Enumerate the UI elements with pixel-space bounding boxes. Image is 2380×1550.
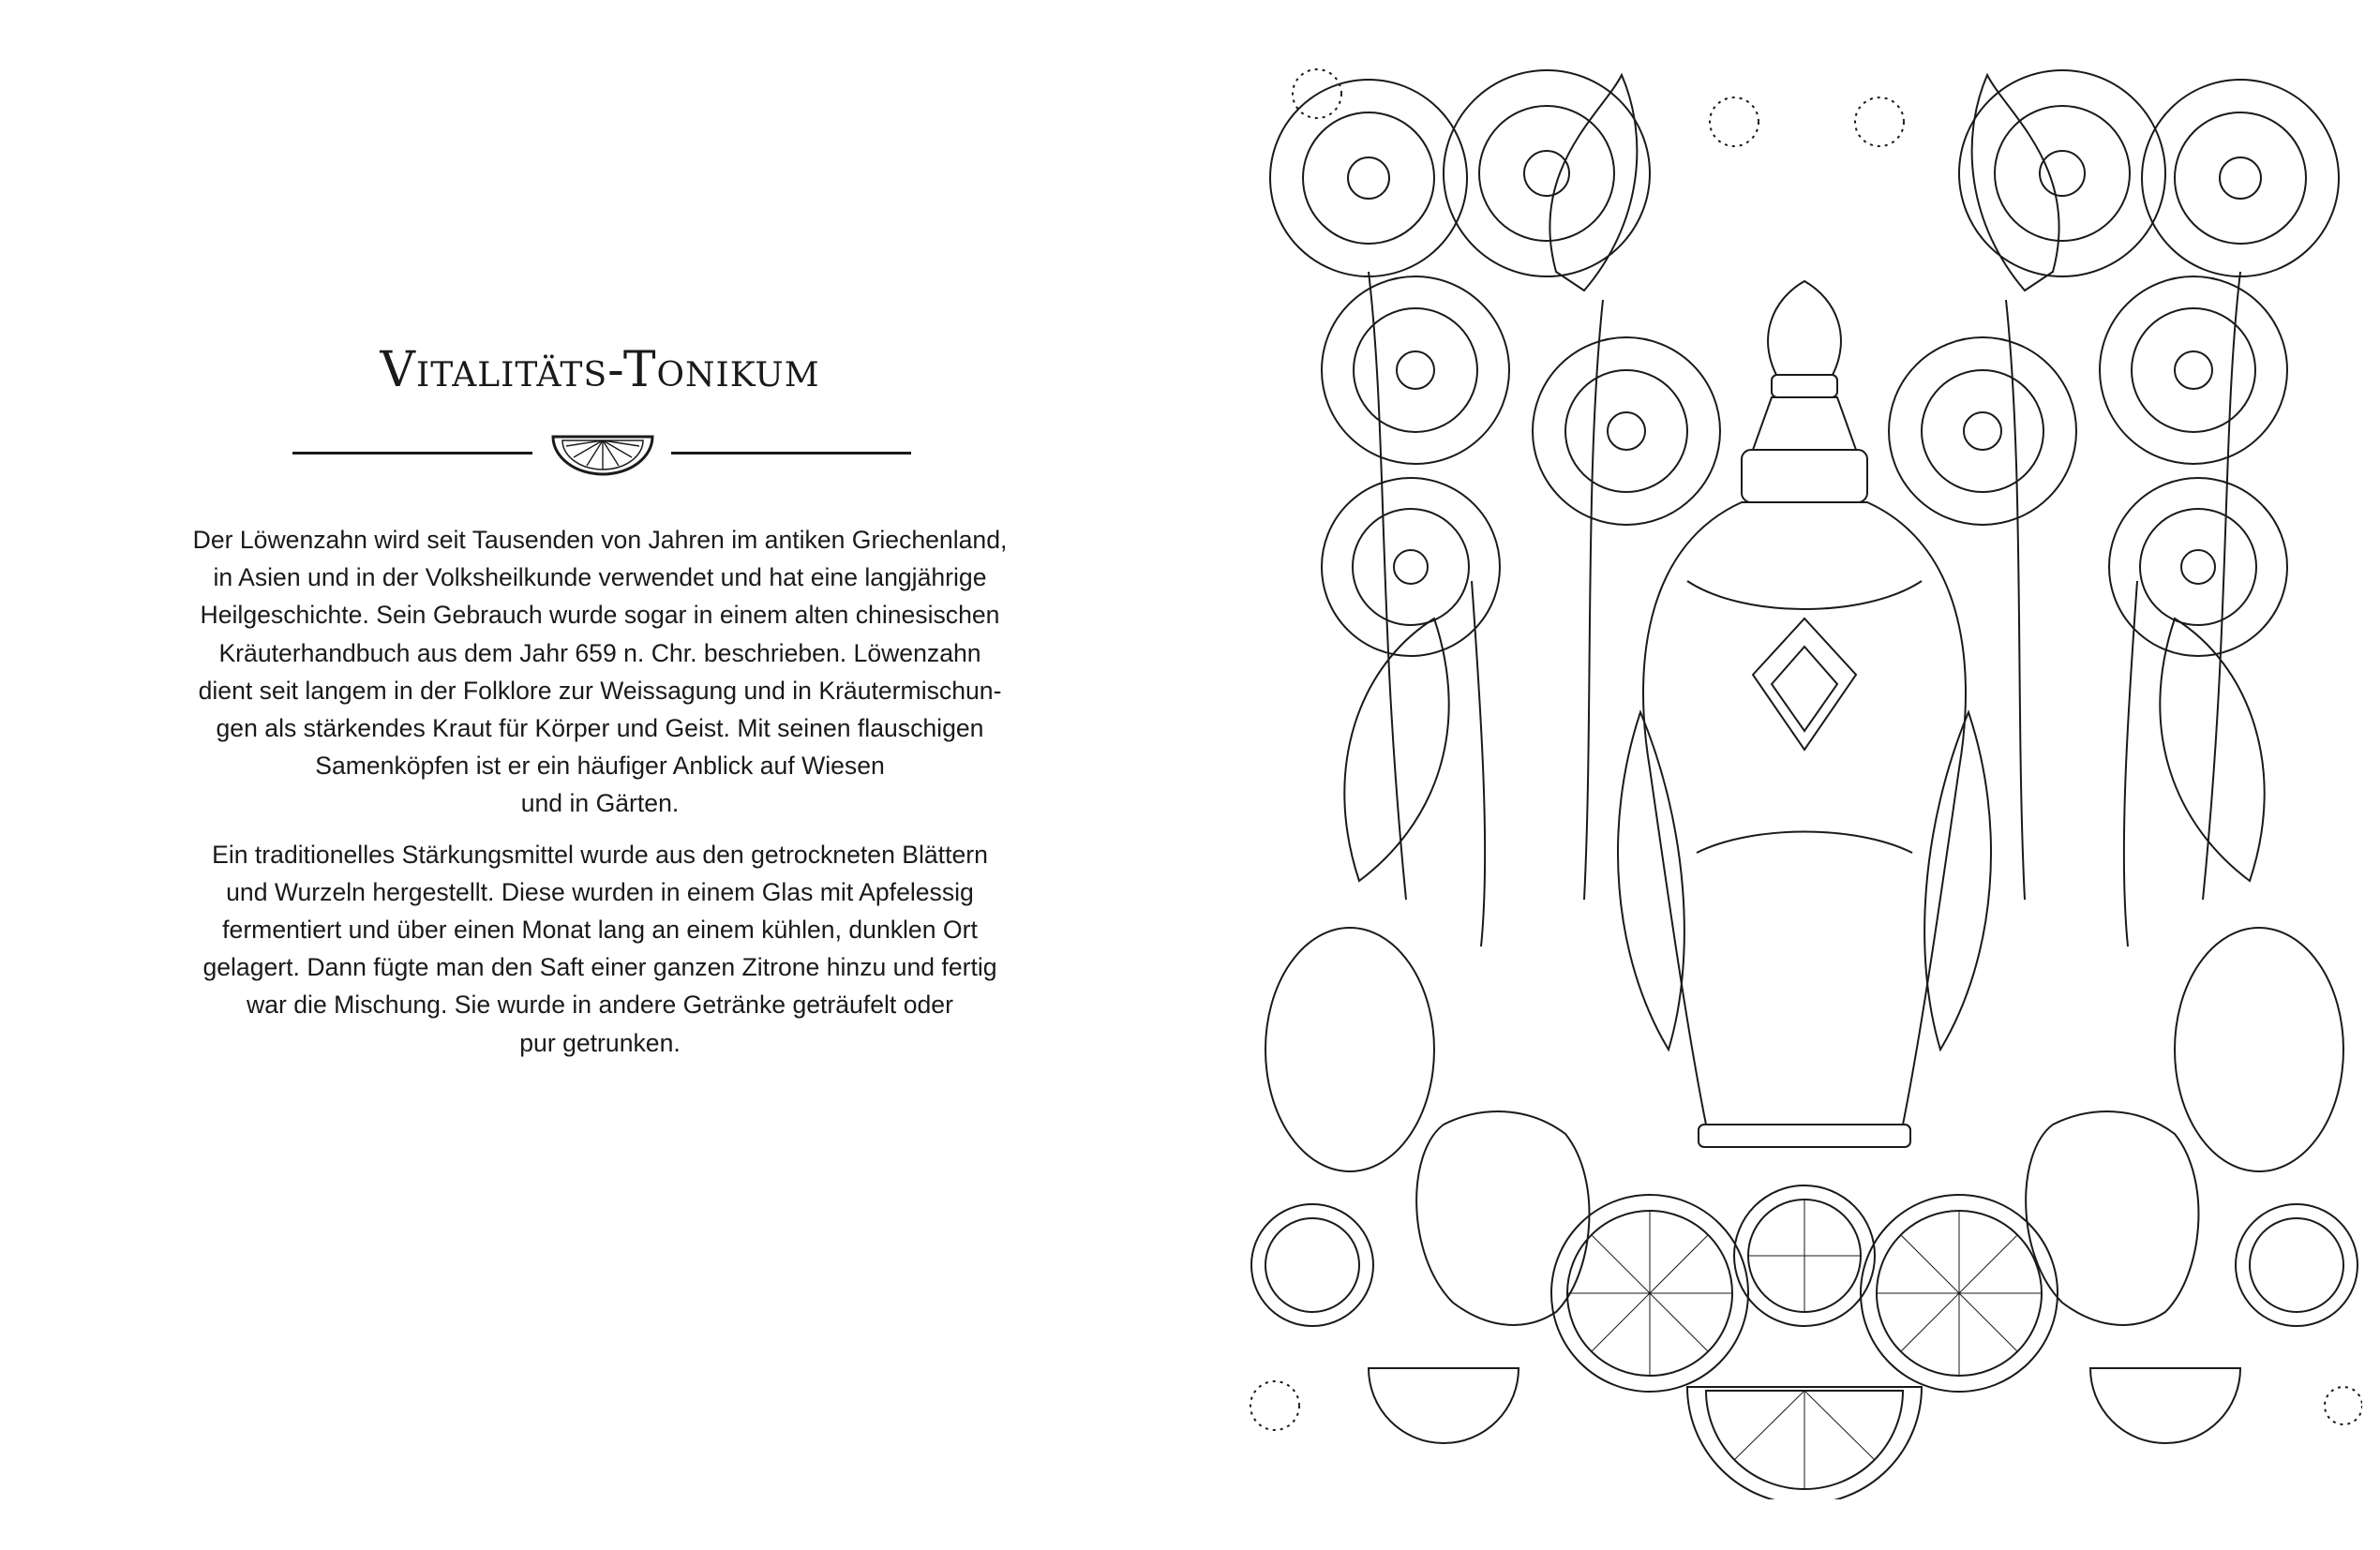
text-line: und Wurzeln hergestellt. Diese wurden in einem Glas mit Apfelessig [226,877,974,906]
text-line: Der Löwenzahn wird seit Tausenden von Jahren im antiken Griechenland, [192,526,1008,554]
text-line: Samenköpfen ist er ein häufiger Anblick auf Wiesen [315,752,885,781]
text-line: und in Gärten. [520,789,680,818]
title-divider [0,429,1190,476]
body-text [141,521,1059,1062]
divider-rule-right [671,452,911,455]
text-line: war die Mischung. Sie wurde in andere Getränke geträufelt oder [247,991,953,1020]
text-line: dient seit langem in der Folklore zur Weissagung und in Kräutermischun- [198,676,1002,705]
text-line: gen als stärkendes Kraut für Körper und Geist. Mit seinen flauschigen [216,714,984,743]
text-line: pur getrunken. [519,1028,681,1057]
text-line: Ein traditionelles Stärkungsmittel wurde aus den getrockneten Blättern [212,840,988,869]
text-line: gelagert. Dann fügte man den Saft einer ganzen Zitrone hinzu und fertig [202,953,997,982]
lemon-slice-icon [549,431,656,478]
dandelion-bottle-illustration [1247,56,2362,1499]
divider-rule-left [292,452,532,455]
text-line: Heilgeschichte. Sein Gebrauch wurde sogar in einem alten chinesischen [200,601,1000,630]
paragraph-1 [141,521,1059,823]
text-line: Kräuterhandbuch aus dem Jahr 659 n. Chr. beschrieben. Löwenzahn [218,638,981,667]
page-title: Vitalitäts-Tonikum [380,341,820,398]
text-line: in Asien und in der Volksheilkunde verwendet und hat eine langjährige [213,563,987,592]
text-line: fermentiert und über einen Monat lang an einem kühlen, dunklen Ort [222,916,978,945]
paragraph-2 [141,836,1059,1062]
